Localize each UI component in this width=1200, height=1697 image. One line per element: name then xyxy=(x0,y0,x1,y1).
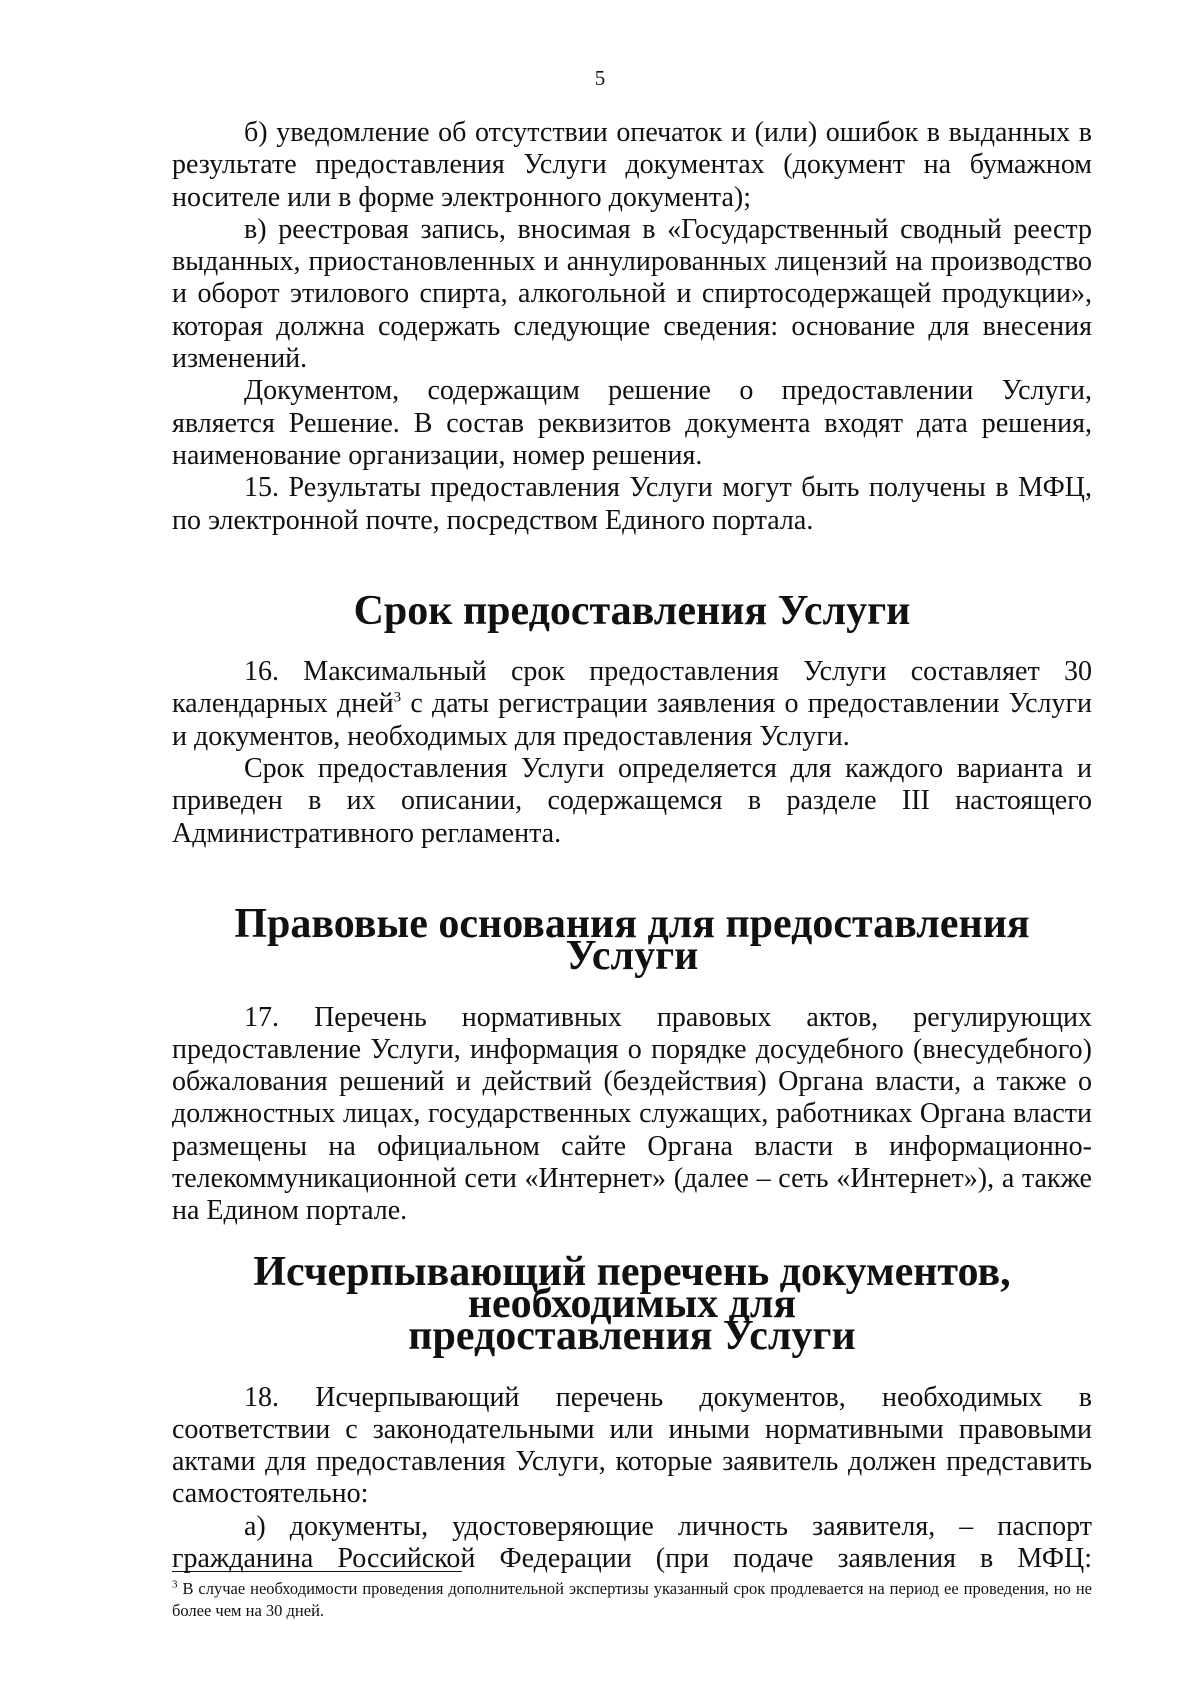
heading-legal-basis: Правовые основания для предоставления Услуги xyxy=(234,900,1030,980)
heading-required-documents-line1: Исчерпывающий перечень документов, необходимых для xyxy=(253,1248,1011,1327)
heading-required-documents xyxy=(172,1248,1092,1360)
paragraph-decision-document: Документом, содержащим решение о предоставлении Услуги, является Решение. В состав реквизитов документа входят дата решения, наименование организации, номер решения. xyxy=(172,375,1092,471)
paragraph-16 xyxy=(172,656,1092,753)
page-body xyxy=(172,117,1092,1575)
paragraph-17: 17. Перечень нормативных правовых актов, регулирующих предоставление Услуги, информация о порядке досудебного (внесудебного) обжалования решений и действий (бездействия) Органа власти, а также о должностных лицах, государственных служащих, работниках Органа власти размещены на официальном сайте Органа власти в информационно-телекоммуникационной сети «Интернет» (далее – сеть «Интернет»), а также на Едином портале. xyxy=(172,1001,1092,1227)
footnote-marker: 3 xyxy=(172,1578,178,1591)
paragraph-16-part1: 16. Максимальный срок предоставления Услуги составляет 30 календарных дней xyxy=(172,656,1092,720)
paragraph-15: 15. Результаты предоставления Услуги могут быть получены в МФЦ, по электронной почте, посредством Единого портала. xyxy=(172,472,1092,536)
paragraph-18: 18. Исчерпывающий перечень документов, необходимых в соответствии с законодательными или иными нормативными правовыми актами для предоставления Услуги, которые заявитель должен представить самостоятельно: xyxy=(172,1381,1092,1510)
paragraph-16-part2: с даты регистрации заявления о предоставлении Услуги и документов, необходимых для предоставления Услуги. xyxy=(172,688,1092,752)
paragraph-16-term-definition: Срок предоставления Услуги определяется для каждого варианта и приведен в их описании, содержащемся в разделе III настоящего Административного регламента. xyxy=(172,753,1092,849)
heading-service-term: Срок предоставления Услуги xyxy=(353,587,911,634)
footnote xyxy=(172,1578,1092,1622)
footnote-separator xyxy=(172,1571,462,1572)
page-number: 5 xyxy=(594,66,606,90)
paragraph-b-notice: б) уведомление об отсутствии опечаток и (или) ошибок в выданных в результате предоставления Услуги документах (документ на бумажном носителе или в форме электронного документа); xyxy=(172,117,1092,213)
heading-required-documents-line2: предоставления Услуги xyxy=(408,1313,856,1360)
paragraph-18-a: а) документы, удостоверяющие личность заявителя, – паспорт гражданина Российской Федерации (при подаче заявления в МФЦ: xyxy=(172,1510,1092,1574)
footnote-text: В случае необходимости проведения дополнительной экспертизы указанный срок продлевается на период ее проведения, но не более чем на 30 дней. xyxy=(172,1579,1092,1620)
footnote-reference: 3 xyxy=(393,690,402,707)
paragraph-v-registry-entry: в) реестровая запись, вносимая в «Государственный сводный реестр выданных, приостановленных и аннулированных лицензий на производство и оборот этилового спирта, алкогольной и спиртосодержащей продукции», которая должна содержать следующие сведения: основание для внесения изменений. xyxy=(172,213,1092,375)
